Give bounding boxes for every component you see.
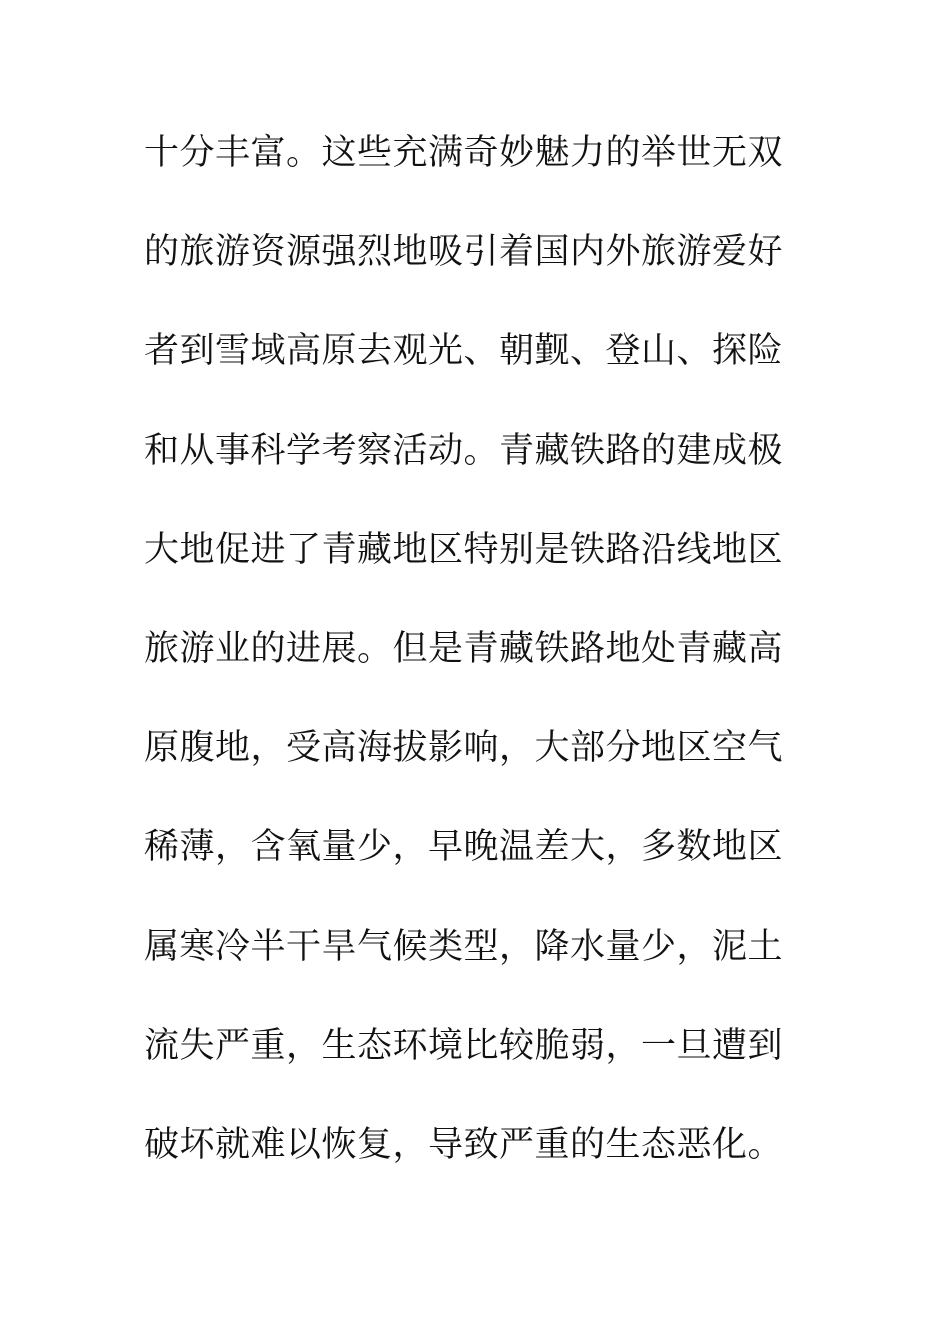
text-line: 流失严重，生态环境比较脆弱，一旦遭到 (144, 1025, 784, 1066)
text-line: 破坏就难以恢复，导致严重的生态恶化。 (144, 1124, 784, 1165)
text-line: 原腹地，受高海拔影响，大部分地区空气 (144, 728, 784, 769)
text-line: 的旅游资源强烈地吸引着国内外旅游爱好 (144, 232, 784, 273)
text-line: 属寒冷半干旱气候类型，降水量少，泥土 (144, 926, 784, 967)
text-line: 和从事科学考察活动。青藏铁路的建成极 (144, 430, 784, 471)
text-line: 稀薄，含氧量少，早晚温差大，多数地区 (144, 827, 784, 868)
text-line: 者到雪域高原去观光、朝觐、登山、探险 (144, 331, 784, 372)
body-text (144, 120, 784, 1211)
text-line: 旅游业的进展。但是青藏铁路地处青藏高 (144, 628, 784, 669)
text-line: 大地促进了青藏地区特别是铁路沿线地区 (144, 529, 784, 570)
text-line: 十分丰富。这些充满奇妙魅力的举世无双 (144, 133, 784, 173)
